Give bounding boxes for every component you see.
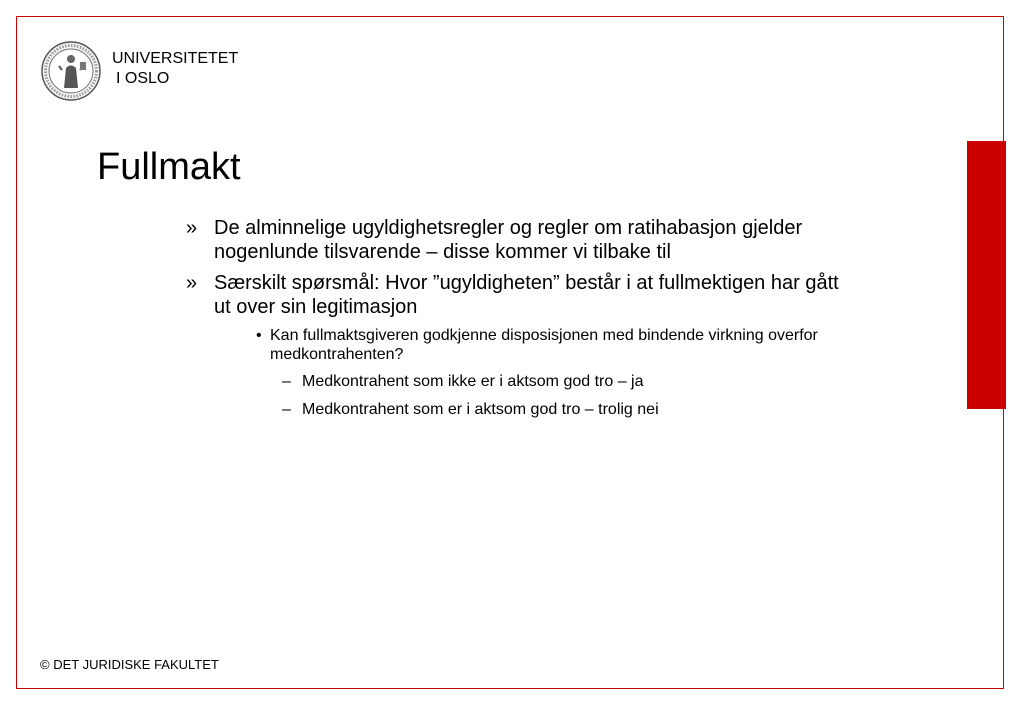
university-seal-icon	[40, 40, 102, 102]
dash-marker: –	[282, 401, 291, 418]
bullet-marker: »	[186, 217, 198, 239]
slide-content	[186, 216, 846, 428]
university-name-line2: I OSLO	[116, 70, 170, 87]
university-name-line1: UNIVERSITETET	[112, 50, 239, 67]
sub-sub-bullet-item	[282, 400, 846, 419]
sub-bullet-marker: •	[256, 327, 262, 344]
university-name	[112, 49, 238, 89]
sub-sub-bullet-text: Medkontrahent som ikke er i aktsom god tro – ja	[302, 373, 644, 390]
accent-bar	[967, 141, 1006, 409]
bullet-marker: »	[186, 272, 198, 294]
sub-bullet-text: Kan fullmaktsgiveren godkjenne disposisjonen med bindende virkning overfor medkontrahenten?	[270, 327, 818, 363]
bullet-item	[186, 216, 846, 264]
slide-title: Fullmakt	[97, 146, 241, 188]
bullet-text: Særskilt spørsmål: Hvor ”ugyldigheten” består i at fullmektigen har gått ut over sin legitimasjon	[214, 272, 839, 318]
sub-bullet-item	[254, 326, 850, 364]
footer-copyright: © DET JURIDISKE FAKULTET	[40, 657, 219, 672]
bullet-item	[186, 271, 846, 319]
sub-sub-bullet-item	[282, 372, 846, 391]
dash-marker: –	[282, 373, 291, 390]
bullet-text: De alminnelige ugyldighetsregler og regler om ratihabasjon gjelder nogenlunde tilsvarende – disse kommer vi tilbake til	[214, 217, 803, 263]
sub-sub-bullet-text: Medkontrahent som er i aktsom god tro – trolig nei	[302, 401, 659, 418]
